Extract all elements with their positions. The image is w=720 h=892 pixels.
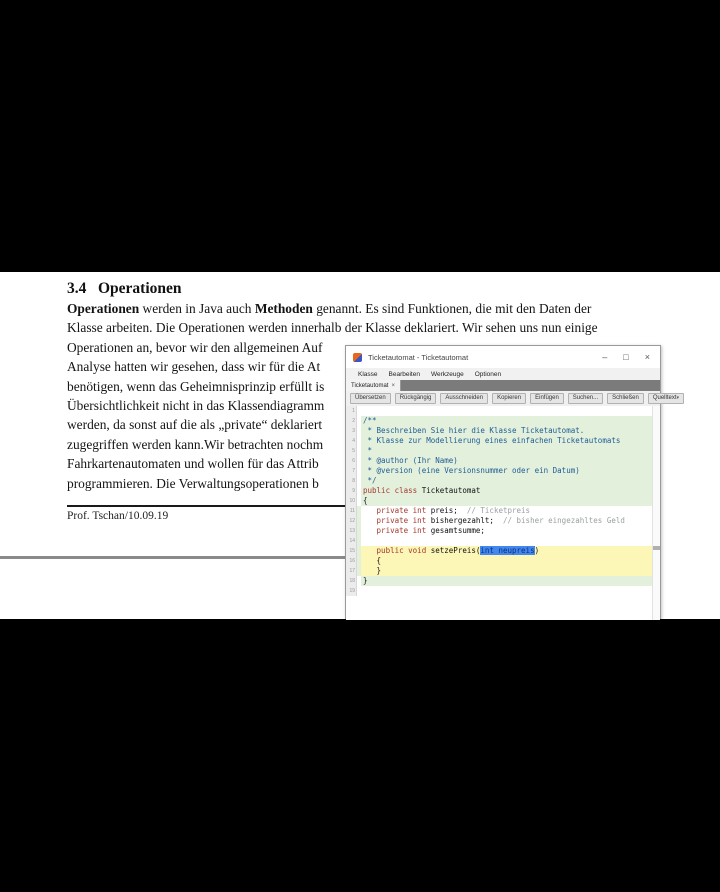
- menu-item-klasse[interactable]: Klasse: [358, 370, 378, 378]
- editor-scrollbar[interactable]: [652, 406, 660, 620]
- menu-item-bearbeiten[interactable]: Bearbeiten: [388, 370, 420, 378]
- line-number: 13: [346, 526, 357, 536]
- code-line: [346, 436, 660, 446]
- code-text: */: [361, 476, 653, 486]
- code-text: private int bishergezahlt; // bisher eingezahltes Geld: [361, 516, 653, 526]
- line-number: 14: [346, 536, 357, 546]
- code-text: }: [361, 566, 653, 576]
- line-number: 5: [346, 446, 357, 456]
- menu-bar: [346, 368, 660, 380]
- tab-close-icon[interactable]: ×: [391, 382, 395, 389]
- maximize-button[interactable]: □: [623, 351, 629, 362]
- line-number: 8: [346, 476, 357, 486]
- code-line: [346, 526, 660, 536]
- toolbar-button-suchen[interactable]: Suchen...: [568, 393, 603, 404]
- toolbar-button-schließen[interactable]: Schließen: [607, 393, 644, 404]
- code-text: {: [361, 556, 653, 566]
- line-number: 6: [346, 456, 357, 466]
- code-line: [346, 456, 660, 466]
- tab-strip: [346, 380, 660, 391]
- title-bar[interactable]: [346, 346, 660, 368]
- code-line: [346, 496, 660, 506]
- toolbar-button-einfügen[interactable]: Einfügen: [530, 393, 564, 404]
- line-number: 16: [346, 556, 357, 566]
- code-line: [346, 416, 660, 426]
- paragraph-line: benötigen, wenn das Geheimnisprinzip erfüllt is: [67, 378, 325, 394]
- line-number: 17: [346, 566, 357, 576]
- tab-ticketautomat[interactable]: [346, 380, 401, 391]
- close-button[interactable]: ×: [644, 351, 650, 362]
- paragraph-line: werden, da sonst auf die als „private“ deklariert: [67, 417, 323, 433]
- code-line: [346, 576, 660, 586]
- bluej-app-icon: [353, 353, 362, 362]
- code-editor[interactable]: [346, 406, 660, 620]
- line-number: 11: [346, 506, 357, 516]
- line-number: 10: [346, 496, 357, 506]
- toolbar: [346, 391, 680, 406]
- bluej-editor-window: [345, 345, 680, 619]
- chevron-down-icon: ▾: [676, 395, 680, 401]
- code-text: private int preis; // Ticketpreis: [361, 506, 653, 516]
- line-number: 18: [346, 576, 357, 586]
- code-line: [346, 516, 660, 526]
- code-text: }: [361, 576, 653, 586]
- toolbar-button-übersetzen[interactable]: Übersetzen: [350, 393, 391, 404]
- line-number: 9: [346, 486, 357, 496]
- code-text: {: [361, 496, 653, 506]
- code-text: * Klasse zur Modellierung eines einfachen Ticketautomats: [361, 436, 653, 446]
- minimize-button[interactable]: –: [602, 351, 608, 362]
- menu-item-werkzeuge[interactable]: Werkzeuge: [430, 370, 464, 378]
- code-text: public class Ticketautomat: [361, 486, 653, 496]
- paragraph-line: Übersichtlichkeit nicht in das Klassendiagramm: [67, 398, 325, 414]
- section-heading: 3.4 Operationen: [67, 280, 182, 297]
- footer-rule: [67, 505, 345, 507]
- code-text: [361, 406, 653, 416]
- code-line: [346, 486, 660, 496]
- line-number: 12: [346, 516, 357, 526]
- code-text: public void setzePreis(int neupreis): [361, 546, 653, 556]
- code-line: [346, 406, 660, 416]
- code-line: [346, 556, 660, 566]
- code-line: [346, 536, 660, 546]
- code-text: * @version (eine Versionsnummer oder ein Datum): [361, 466, 653, 476]
- menu-item-optionen[interactable]: Optionen: [474, 370, 502, 378]
- code-text: [361, 536, 653, 546]
- code-line: [346, 546, 660, 556]
- paragraph-line: Analyse hatten wir gesehen, dass wir für die At: [67, 359, 321, 375]
- code-text: * @author (Ihr Name): [361, 456, 653, 466]
- paragraph-line: Fahrkartenautomaten und wollen für das Attrib: [67, 456, 319, 472]
- window-controls: [602, 353, 650, 362]
- window-title: Ticketautomat - Ticketautomat: [368, 352, 469, 362]
- line-number: 7: [346, 466, 357, 476]
- line-number: 15: [346, 546, 357, 556]
- code-line: [346, 566, 660, 576]
- paragraph-line: Operationen an, bevor wir den allgemeinen Auf: [67, 339, 323, 355]
- code-text: [361, 586, 653, 596]
- code-text: private int gesamtsumme;: [361, 526, 653, 536]
- paragraph-line: zugegriffen werden kann.Wir betrachten nochm: [67, 436, 324, 452]
- code-text: /**: [361, 416, 653, 426]
- code-line: [346, 476, 660, 486]
- toolbar-button-ausschneiden[interactable]: Ausschneiden: [440, 393, 488, 404]
- code-line: [346, 446, 660, 456]
- code-text: * Beschreiben Sie hier die Klasse Ticketautomat.: [361, 426, 653, 436]
- view-dropdown[interactable]: [648, 393, 684, 404]
- view-dropdown-value: Quelltext: [652, 395, 677, 401]
- code-line: [346, 506, 660, 516]
- toolbar-button-kopieren[interactable]: Kopieren: [492, 393, 526, 404]
- tab-label: Ticketautomat: [351, 382, 389, 389]
- line-number: 1: [346, 406, 357, 416]
- line-number: 4: [346, 436, 357, 446]
- page-break-line: [0, 556, 345, 559]
- line-number: 2: [346, 416, 357, 426]
- paragraph-line: Operationen werden in Java auch Methoden genannt. Es sind Funktionen, die mit den Daten der: [67, 301, 592, 316]
- code-line: [346, 466, 660, 476]
- code-line: [346, 426, 660, 436]
- paragraph-line: Klasse arbeiten. Die Operationen werden innerhalb der Klasse deklariert. Wir sehen uns nun einige: [67, 320, 598, 336]
- toolbar-button-rückgängig[interactable]: Rückgängig: [395, 393, 437, 404]
- code-text: *: [361, 446, 653, 456]
- paragraph-line: programmieren. Die Verwaltungsoperationen b: [67, 475, 319, 491]
- line-number: 3: [346, 426, 357, 436]
- footer-text: Prof. Tschan/10.09.19: [67, 510, 169, 522]
- scrollbar-marker[interactable]: [653, 546, 660, 550]
- line-number: 19: [346, 586, 357, 596]
- code-line: [346, 586, 660, 596]
